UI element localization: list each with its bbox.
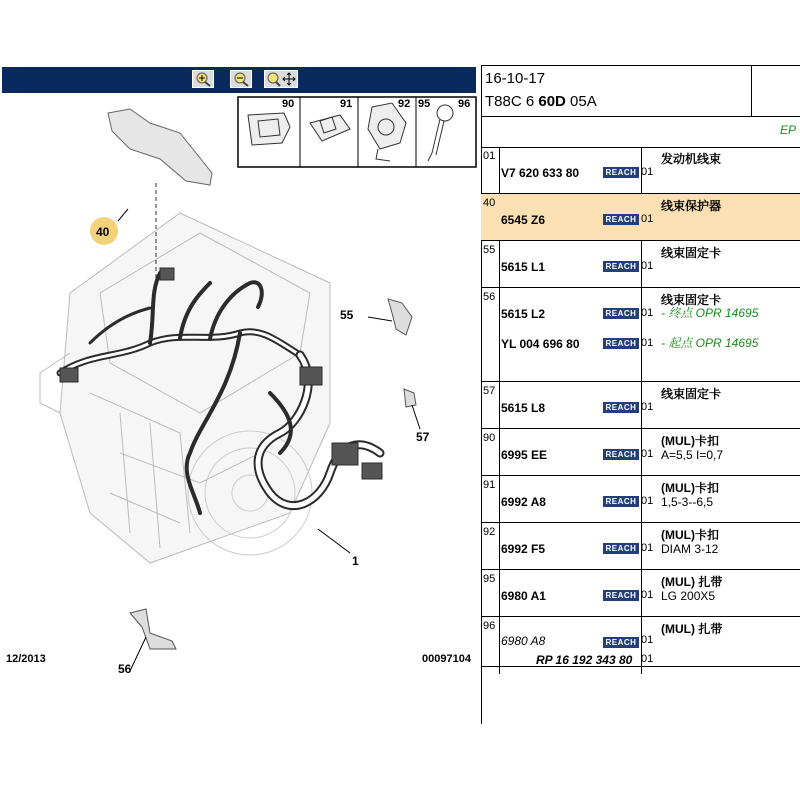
part-quantity: 01 xyxy=(641,307,654,319)
diagram-reference: 00097104 xyxy=(422,653,471,665)
part-quantity: 01 xyxy=(641,166,654,178)
part-quantity: 01 xyxy=(641,634,654,646)
part-note: 1,5-3--6,5 xyxy=(661,495,714,509)
part-index: 57 xyxy=(483,385,496,397)
part-description: 发动机线束 xyxy=(661,152,722,166)
ep-label: EP xyxy=(779,123,796,137)
part-description: (MUL)卡扣 xyxy=(661,528,719,542)
part-description: (MUL)卡扣 xyxy=(661,434,719,448)
callout-40: 40 xyxy=(96,225,110,239)
part-note: LG 200X5 xyxy=(661,589,716,603)
zoom-pan-icon xyxy=(265,71,297,87)
model-prefix: T88C 6 xyxy=(485,93,539,110)
callout-55: 55 xyxy=(340,308,354,322)
part-index: 90 xyxy=(483,432,496,444)
header-cell xyxy=(481,66,752,116)
part-index: 56 xyxy=(483,291,496,303)
part-quantity: 01 xyxy=(641,260,654,272)
part-number-alt: RP 16 192 343 80 xyxy=(536,653,633,667)
reach-badge[interactable]: REACH xyxy=(603,496,639,507)
reach-badge: REACH xyxy=(603,338,639,349)
parts-row[interactable] xyxy=(481,288,800,382)
part-number: 6992 F5 xyxy=(501,542,546,556)
part-number: 6995 EE xyxy=(501,448,548,462)
part-description: 线束保护器 xyxy=(661,199,722,213)
part-index: 40 xyxy=(483,197,496,209)
parts-row[interactable] xyxy=(481,147,800,194)
part-quantity: 01 xyxy=(641,401,654,413)
part-note: A=5,5 I=0,7 xyxy=(661,448,724,462)
parts-row[interactable] xyxy=(481,241,800,288)
header-border-left xyxy=(481,65,482,147)
parts-row[interactable] xyxy=(481,194,800,241)
reach-badge[interactable]: REACH xyxy=(603,402,639,413)
part-index: 91 xyxy=(483,479,496,491)
part-description: 线束固定卡 xyxy=(661,387,722,401)
part-note: DIAM 3-12 xyxy=(661,542,719,556)
parts-row[interactable] xyxy=(481,523,800,570)
part-quantity: 01 xyxy=(641,448,654,460)
part-number: 6980 A1 xyxy=(501,589,546,603)
parts-header xyxy=(481,65,800,117)
part-number: 5615 L1 xyxy=(501,260,546,274)
model-suffix: 05A xyxy=(565,93,597,110)
thumb-label: 95 xyxy=(418,98,431,110)
part-number-alt: YL 004 696 80 xyxy=(501,337,580,351)
diagram-toolbar xyxy=(2,67,476,93)
callout-57: 57 xyxy=(416,430,430,444)
thumb-label: 92 xyxy=(398,98,411,110)
part-number: 6980 A8 xyxy=(501,634,546,648)
parts-row[interactable] xyxy=(481,382,800,429)
thumb-label: 96 xyxy=(458,98,471,110)
part-description: (MUL)卡扣 xyxy=(661,481,719,495)
part-note-alt: - 起点 OPR 14695 xyxy=(661,336,759,350)
zoom-in-icon xyxy=(193,71,213,87)
parts-row[interactable] xyxy=(481,570,800,617)
part-note: - 终点 OPR 14695 xyxy=(661,306,759,320)
part-number: 5615 L8 xyxy=(501,401,546,415)
zoom-pan-button[interactable] xyxy=(264,70,298,88)
reach-badge[interactable]: REACH xyxy=(603,590,639,601)
zoom-out-icon xyxy=(231,71,251,87)
part-description: (MUL) 扎带 xyxy=(661,575,723,589)
part-quantity: 01 xyxy=(641,495,654,507)
part-quantity-alt: 01 xyxy=(641,337,654,349)
part-description: (MUL) 扎带 xyxy=(661,622,723,636)
clip-thumbnails xyxy=(238,97,476,167)
reach-badge[interactable]: REACH xyxy=(603,308,639,319)
zoom-out-button[interactable] xyxy=(230,70,252,88)
reach-badge[interactable]: REACH xyxy=(603,543,639,554)
part-number: 6545 Z6 xyxy=(501,213,546,227)
diagram-panel xyxy=(0,65,478,675)
thumb-label: 90 xyxy=(282,98,295,110)
header-model xyxy=(485,93,597,110)
model-bold: 60D xyxy=(538,93,566,110)
reach-badge[interactable]: REACH xyxy=(603,637,639,648)
part-quantity-alt: 01 xyxy=(641,653,654,665)
reach-badge[interactable]: REACH xyxy=(603,449,639,460)
part-index: 95 xyxy=(483,573,496,585)
zoom-in-button[interactable] xyxy=(192,70,214,88)
part-description: 线束固定卡 xyxy=(661,246,722,260)
parts-row[interactable] xyxy=(481,429,800,476)
engine-harness-diagram[interactable] xyxy=(0,93,478,675)
reach-badge[interactable]: REACH xyxy=(603,261,639,272)
part-quantity: 01 xyxy=(641,213,654,225)
part-index: 92 xyxy=(483,526,496,538)
reach-badge[interactable]: REACH xyxy=(603,214,639,225)
part-number: V7 620 633 80 xyxy=(501,166,580,180)
reach-badge[interactable]: REACH xyxy=(603,167,639,178)
header-date: 16-10-17 xyxy=(485,70,546,87)
diagram-date: 12/2013 xyxy=(6,653,46,665)
parts-row[interactable] xyxy=(481,476,800,523)
parts-row[interactable] xyxy=(481,617,800,667)
callout-56: 56 xyxy=(118,662,132,675)
engine-block xyxy=(40,213,330,563)
thumb-label: 91 xyxy=(340,98,353,110)
part-index: 55 xyxy=(483,244,496,256)
part-quantity: 01 xyxy=(641,542,654,554)
part-index: 01 xyxy=(483,150,496,162)
parts-subheader xyxy=(481,115,800,148)
part-number: 6992 A8 xyxy=(501,495,546,509)
part-number: 5615 L2 xyxy=(501,307,546,321)
part-description: 线束固定卡 xyxy=(661,293,722,307)
part-index: 96 xyxy=(483,620,496,632)
parts-table xyxy=(481,147,800,724)
callout-1: 1 xyxy=(352,554,359,568)
part-quantity: 01 xyxy=(641,589,654,601)
